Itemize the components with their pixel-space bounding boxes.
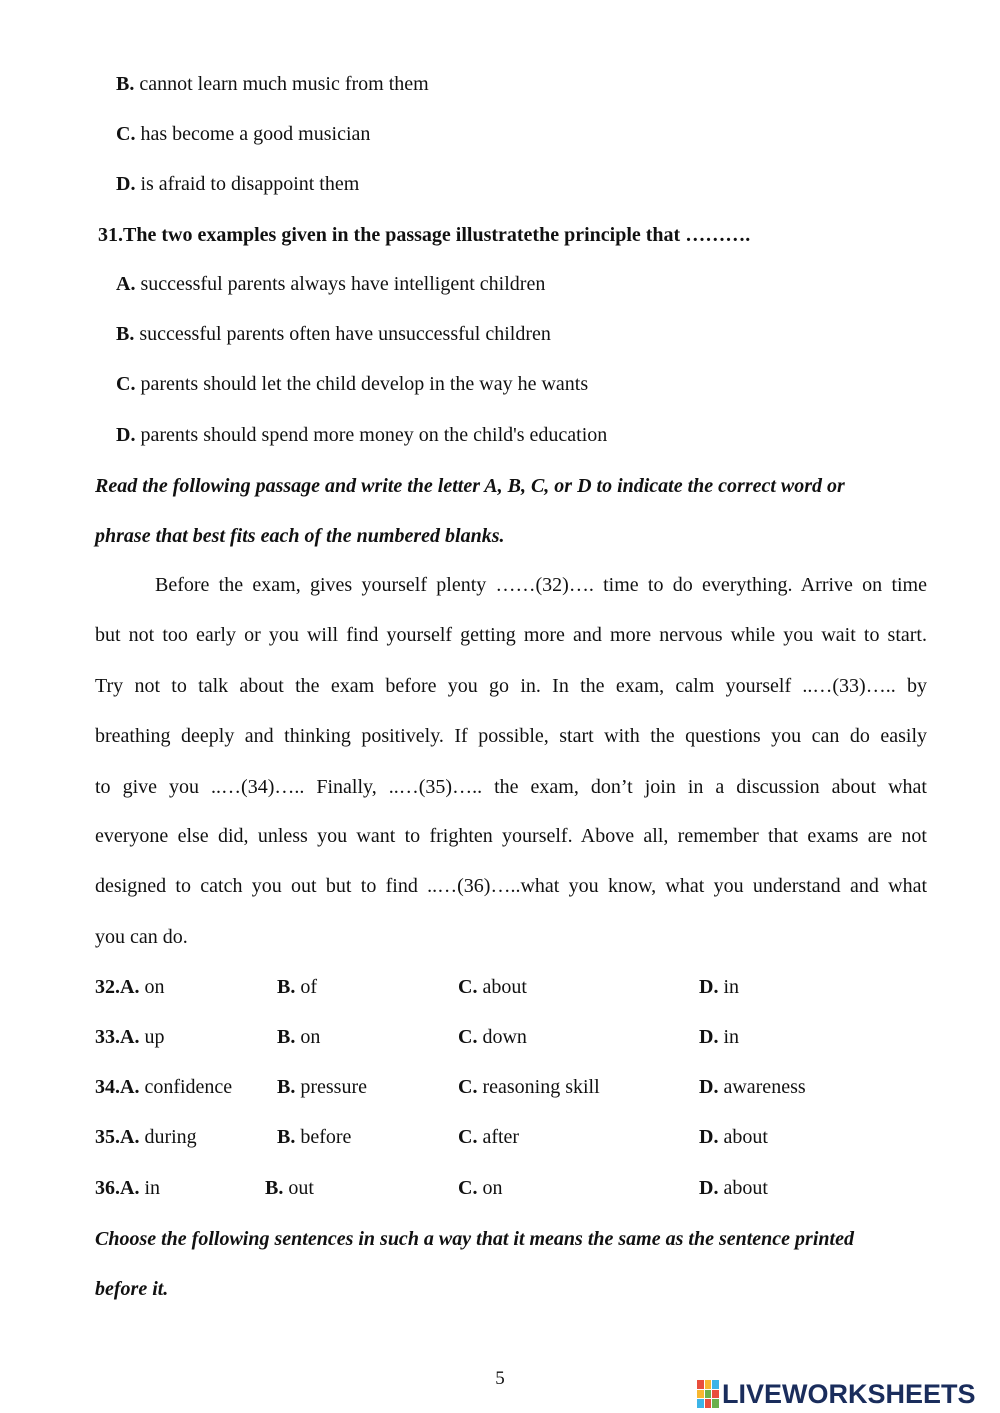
q30-option-b [116,71,429,97]
passage-line: you can do. [95,926,188,948]
option-letter: B. [116,73,135,95]
q30-option-d [116,171,359,197]
instruction-line: Choose the following sentences in such a way that it means the same as the sentence printed [95,1228,854,1250]
option-b: B. out [265,1177,314,1199]
option-d: D. in [699,976,740,998]
option-d: D. in [699,1026,740,1048]
option-letter: C. [116,123,136,145]
q31-option-b [116,321,551,347]
instruction-line: before it. [95,1278,169,1300]
option-c: C. reasoning skill [458,1076,600,1098]
q31-option-a [116,271,545,297]
option-text: parents should let the child develop in the way he wants [135,373,589,395]
option-text: has become a good musician [135,123,371,145]
instruction-line: phrase that best fits each of the numbered blanks. [95,525,505,547]
option-c: C. down [458,1026,527,1048]
passage-line: breathing deeply and thinking positively. If possible, start with the questions you can do easily [95,725,927,747]
q31-option-d [116,422,607,448]
q31-option-c [116,371,588,397]
option-b: B. pressure [277,1076,367,1098]
passage-line: Before the exam, gives yourself plenty ……(32)…. time to do everything. Arrive on time [155,574,927,596]
answer-row-32 [0,974,1000,1000]
option-b: B. of [277,976,318,998]
option-letter: D. [116,173,136,195]
option-d: D. about [699,1177,768,1199]
option-letter: C. [116,373,136,395]
instruction-line: Read the following passage and write the letter A, B, C, or D to indicate the correct word or [95,475,845,497]
answer-row-35 [0,1124,1000,1150]
passage-line: to give you ..…(34)….. Finally, ..…(35)….. the exam, don’t join in a discussion about what [95,776,927,798]
answer-row-36 [0,1175,1000,1201]
option-a: 36.A. in [95,1177,161,1199]
option-text: successful parents always have intelligent children [135,273,546,295]
option-b: B. on [277,1026,321,1048]
option-a: 32.A. on [95,976,165,998]
option-letter: B. [116,323,135,345]
answer-row-34 [0,1074,1000,1100]
option-b: B. before [277,1126,352,1148]
logo-mark-icon [697,1380,719,1408]
option-d: D. about [699,1126,768,1148]
answer-row-33 [0,1024,1000,1050]
passage-line: everyone else did, unless you want to frighten yourself. Above all, remember that exams are not [95,825,927,847]
q31-question: 31.The two examples given in the passage illustratethe principle that ………. [98,224,751,246]
q30-option-c [116,121,370,147]
logo-text: LIVEWORKSHEETS [722,1378,976,1409]
option-letter: D. [116,424,136,446]
option-c: C. about [458,976,527,998]
option-text: cannot learn much music from them [134,73,429,95]
option-text: successful parents often have unsuccessful children [134,323,551,345]
liveworksheets-logo [697,1378,976,1410]
option-d: D. awareness [699,1076,806,1098]
option-c: C. on [458,1177,503,1199]
passage-line: designed to catch you out but to find ..…(36)…..what you know, what you understand and what [95,875,927,897]
passage-line: Try not to talk about the exam before you go in. In the exam, calm yourself ..…(33)….. by [95,675,927,697]
option-letter: A. [116,273,136,295]
option-text: is afraid to disappoint them [135,173,360,195]
option-a: 33.A. up [95,1026,165,1048]
option-text: parents should spend more money on the child's education [135,424,608,446]
option-c: C. after [458,1126,520,1148]
option-a: 34.A. confidence [95,1076,233,1098]
page-number: 5 [495,1368,505,1389]
option-a: 35.A. during [95,1126,197,1148]
passage-line: but not too early or you will find yourself getting more and more nervous while you wait to start. [95,624,927,646]
